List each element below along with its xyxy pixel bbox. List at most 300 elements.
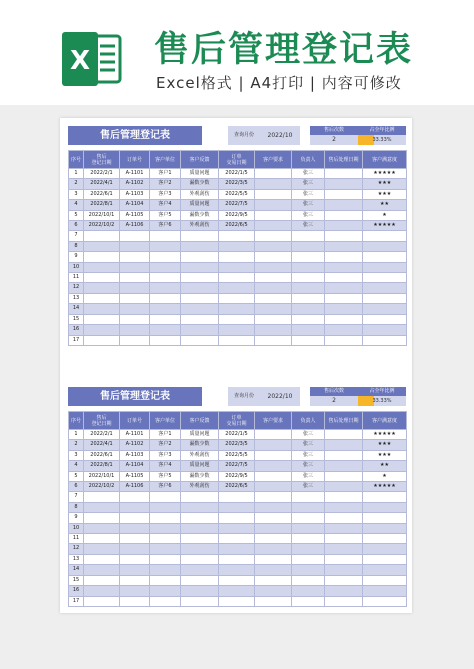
cell-col-request[interactable]: [255, 189, 292, 199]
cell-col-owner[interactable]: [292, 523, 325, 533]
cell-col-order-no[interactable]: A-1105: [120, 210, 150, 220]
cell-col-feedback[interactable]: [181, 325, 219, 335]
cell-col-index[interactable]: 17: [69, 335, 84, 345]
cell-col-order-no[interactable]: [120, 262, 150, 272]
cell-col-handle-date[interactable]: [325, 283, 363, 293]
cell-col-satisfaction[interactable]: [363, 325, 407, 335]
cell-col-client[interactable]: 客户6: [150, 221, 181, 231]
cell-col-index[interactable]: 10: [69, 523, 84, 533]
cell-col-owner[interactable]: [292, 596, 325, 606]
cell-col-owner[interactable]: [292, 325, 325, 335]
cell-col-order-no[interactable]: [120, 544, 150, 554]
cell-col-trade-date[interactable]: 2022/6/5: [219, 482, 255, 492]
cell-col-index[interactable]: 15: [69, 575, 84, 585]
cell-col-client[interactable]: 客户5: [150, 471, 181, 481]
cell-col-request[interactable]: [255, 169, 292, 179]
cell-col-request[interactable]: [255, 314, 292, 324]
cell-col-client[interactable]: 客户1: [150, 430, 181, 440]
cell-col-request[interactable]: [255, 461, 292, 471]
cell-col-order-no[interactable]: [120, 283, 150, 293]
cell-col-order-no[interactable]: [120, 523, 150, 533]
cell-col-feedback[interactable]: 漏数少数: [181, 210, 219, 220]
cell-col-trade-date[interactable]: [219, 586, 255, 596]
cell-col-index[interactable]: 1: [69, 169, 84, 179]
cell-col-register-date[interactable]: 2022/10/1: [84, 210, 120, 220]
cell-col-register-date[interactable]: [84, 534, 120, 544]
cell-col-client[interactable]: [150, 502, 181, 512]
cell-col-trade-date[interactable]: [219, 283, 255, 293]
cell-col-handle-date[interactable]: [325, 293, 363, 303]
cell-col-order-no[interactable]: A-1104: [120, 461, 150, 471]
cell-col-client[interactable]: [150, 252, 181, 262]
cell-col-satisfaction[interactable]: ★: [363, 210, 407, 220]
cell-col-owner[interactable]: [292, 293, 325, 303]
cell-col-owner[interactable]: [292, 314, 325, 324]
cell-col-register-date[interactable]: [84, 596, 120, 606]
cell-col-client[interactable]: [150, 314, 181, 324]
cell-col-request[interactable]: [255, 283, 292, 293]
cell-col-trade-date[interactable]: [219, 596, 255, 606]
cell-col-feedback[interactable]: 外观刮伤: [181, 221, 219, 231]
cell-col-satisfaction[interactable]: [363, 241, 407, 251]
cell-col-owner[interactable]: [292, 554, 325, 564]
cell-col-feedback[interactable]: [181, 335, 219, 345]
cell-col-index[interactable]: 9: [69, 252, 84, 262]
cell-col-trade-date[interactable]: [219, 231, 255, 241]
cell-col-order-no[interactable]: [120, 575, 150, 585]
cell-col-client[interactable]: [150, 586, 181, 596]
cell-col-satisfaction[interactable]: [363, 252, 407, 262]
cell-col-trade-date[interactable]: 2022/7/5: [219, 200, 255, 210]
cell-col-index[interactable]: 14: [69, 565, 84, 575]
cell-col-client[interactable]: [150, 335, 181, 345]
cell-col-register-date[interactable]: 2022/6/1: [84, 450, 120, 460]
cell-col-order-no[interactable]: A-1101: [120, 169, 150, 179]
cell-col-owner[interactable]: [292, 534, 325, 544]
cell-col-satisfaction[interactable]: ★★★★★: [363, 169, 407, 179]
cell-col-feedback[interactable]: [181, 502, 219, 512]
cell-col-trade-date[interactable]: [219, 241, 255, 251]
cell-col-satisfaction[interactable]: [363, 273, 407, 283]
cell-col-order-no[interactable]: [120, 293, 150, 303]
cell-col-request[interactable]: [255, 482, 292, 492]
cell-col-satisfaction[interactable]: [363, 283, 407, 293]
cell-col-register-date[interactable]: 2022/8/1: [84, 461, 120, 471]
cell-col-feedback[interactable]: [181, 544, 219, 554]
cell-col-feedback[interactable]: [181, 596, 219, 606]
cell-col-register-date[interactable]: 2022/2/1: [84, 430, 120, 440]
cell-col-satisfaction[interactable]: ★★★: [363, 440, 407, 450]
cell-col-request[interactable]: [255, 492, 292, 502]
cell-col-handle-date[interactable]: [325, 450, 363, 460]
cell-col-request[interactable]: [255, 179, 292, 189]
cell-col-satisfaction[interactable]: ★★★: [363, 450, 407, 460]
cell-col-order-no[interactable]: A-1102: [120, 179, 150, 189]
cell-col-client[interactable]: [150, 273, 181, 283]
cell-col-feedback[interactable]: 质量问题: [181, 461, 219, 471]
cell-col-trade-date[interactable]: [219, 335, 255, 345]
cell-col-trade-date[interactable]: [219, 262, 255, 272]
cell-col-request[interactable]: [255, 241, 292, 251]
cell-col-register-date[interactable]: [84, 554, 120, 564]
cell-col-trade-date[interactable]: [219, 293, 255, 303]
cell-col-index[interactable]: 13: [69, 554, 84, 564]
cell-col-owner[interactable]: [292, 492, 325, 502]
cell-col-handle-date[interactable]: [325, 200, 363, 210]
cell-col-request[interactable]: [255, 450, 292, 460]
cell-col-order-no[interactable]: [120, 325, 150, 335]
cell-col-register-date[interactable]: [84, 335, 120, 345]
cell-col-index[interactable]: 6: [69, 482, 84, 492]
cell-col-owner[interactable]: [292, 241, 325, 251]
cell-col-satisfaction[interactable]: [363, 262, 407, 272]
cell-col-client[interactable]: 客户4: [150, 461, 181, 471]
cell-col-client[interactable]: [150, 492, 181, 502]
cell-col-index[interactable]: 4: [69, 461, 84, 471]
cell-col-order-no[interactable]: A-1106: [120, 482, 150, 492]
cell-col-feedback[interactable]: [181, 304, 219, 314]
query-month-value[interactable]: 2022/10: [260, 387, 300, 406]
cell-col-order-no[interactable]: [120, 314, 150, 324]
cell-col-trade-date[interactable]: [219, 534, 255, 544]
cell-col-feedback[interactable]: [181, 554, 219, 564]
cell-col-feedback[interactable]: 质量问题: [181, 169, 219, 179]
cell-col-owner[interactable]: 张三: [292, 210, 325, 220]
cell-col-register-date[interactable]: [84, 252, 120, 262]
cell-col-trade-date[interactable]: [219, 252, 255, 262]
cell-col-feedback[interactable]: [181, 565, 219, 575]
cell-col-owner[interactable]: 张三: [292, 430, 325, 440]
cell-col-feedback[interactable]: [181, 293, 219, 303]
cell-col-order-no[interactable]: A-1106: [120, 221, 150, 231]
cell-col-feedback[interactable]: [181, 492, 219, 502]
cell-col-register-date[interactable]: [84, 513, 120, 523]
cell-col-feedback[interactable]: [181, 575, 219, 585]
cell-col-index[interactable]: 10: [69, 262, 84, 272]
cell-col-client[interactable]: [150, 262, 181, 272]
cell-col-index[interactable]: 2: [69, 179, 84, 189]
cell-col-handle-date[interactable]: [325, 586, 363, 596]
cell-col-request[interactable]: [255, 231, 292, 241]
cell-col-handle-date[interactable]: [325, 482, 363, 492]
cell-col-owner[interactable]: 张三: [292, 450, 325, 460]
cell-col-handle-date[interactable]: [325, 502, 363, 512]
cell-col-register-date[interactable]: [84, 565, 120, 575]
cell-col-register-date[interactable]: [84, 586, 120, 596]
cell-col-client[interactable]: [150, 544, 181, 554]
cell-col-client[interactable]: [150, 241, 181, 251]
cell-col-request[interactable]: [255, 325, 292, 335]
cell-col-register-date[interactable]: [84, 231, 120, 241]
cell-col-handle-date[interactable]: [325, 492, 363, 502]
cell-col-client[interactable]: [150, 575, 181, 585]
cell-col-index[interactable]: 3: [69, 450, 84, 460]
cell-col-register-date[interactable]: [84, 544, 120, 554]
cell-col-feedback[interactable]: 漏数少数: [181, 440, 219, 450]
cell-col-register-date[interactable]: 2022/10/2: [84, 221, 120, 231]
cell-col-order-no[interactable]: [120, 513, 150, 523]
cell-col-satisfaction[interactable]: ★★: [363, 461, 407, 471]
cell-col-trade-date[interactable]: [219, 523, 255, 533]
cell-col-request[interactable]: [255, 440, 292, 450]
cell-col-order-no[interactable]: A-1105: [120, 471, 150, 481]
cell-col-order-no[interactable]: [120, 241, 150, 251]
cell-col-feedback[interactable]: 质量问题: [181, 430, 219, 440]
cell-col-order-no[interactable]: A-1103: [120, 450, 150, 460]
cell-col-register-date[interactable]: [84, 502, 120, 512]
cell-col-trade-date[interactable]: [219, 273, 255, 283]
cell-col-handle-date[interactable]: [325, 169, 363, 179]
cell-col-register-date[interactable]: 2022/8/1: [84, 200, 120, 210]
cell-col-register-date[interactable]: 2022/2/1: [84, 169, 120, 179]
cell-col-order-no[interactable]: [120, 502, 150, 512]
cell-col-satisfaction[interactable]: [363, 596, 407, 606]
cell-col-client[interactable]: [150, 325, 181, 335]
cell-col-satisfaction[interactable]: ★★★★★: [363, 482, 407, 492]
cell-col-feedback[interactable]: 质量问题: [181, 200, 219, 210]
cell-col-client[interactable]: 客户3: [150, 189, 181, 199]
query-month-value[interactable]: 2022/10: [260, 126, 300, 145]
cell-col-order-no[interactable]: A-1102: [120, 440, 150, 450]
cell-col-index[interactable]: 11: [69, 273, 84, 283]
cell-col-owner[interactable]: [292, 262, 325, 272]
cell-col-register-date[interactable]: 2022/6/1: [84, 189, 120, 199]
cell-col-request[interactable]: [255, 200, 292, 210]
cell-col-client[interactable]: [150, 596, 181, 606]
cell-col-trade-date[interactable]: [219, 325, 255, 335]
cell-col-order-no[interactable]: A-1104: [120, 200, 150, 210]
cell-col-order-no[interactable]: A-1103: [120, 189, 150, 199]
cell-col-satisfaction[interactable]: [363, 544, 407, 554]
cell-col-owner[interactable]: [292, 565, 325, 575]
cell-col-order-no[interactable]: [120, 335, 150, 345]
cell-col-request[interactable]: [255, 430, 292, 440]
cell-col-client[interactable]: [150, 513, 181, 523]
cell-col-owner[interactable]: 张三: [292, 179, 325, 189]
cell-col-trade-date[interactable]: [219, 513, 255, 523]
cell-col-client[interactable]: 客户3: [150, 450, 181, 460]
cell-col-owner[interactable]: 张三: [292, 200, 325, 210]
cell-col-feedback[interactable]: [181, 523, 219, 533]
cell-col-request[interactable]: [255, 273, 292, 283]
cell-col-handle-date[interactable]: [325, 461, 363, 471]
cell-col-feedback[interactable]: 外观刮伤: [181, 482, 219, 492]
cell-col-feedback[interactable]: 漏数少数: [181, 471, 219, 481]
cell-col-register-date[interactable]: [84, 314, 120, 324]
cell-col-owner[interactable]: [292, 575, 325, 585]
cell-col-register-date[interactable]: [84, 293, 120, 303]
cell-col-index[interactable]: 16: [69, 586, 84, 596]
cell-col-index[interactable]: 2: [69, 440, 84, 450]
cell-col-request[interactable]: [255, 565, 292, 575]
cell-col-satisfaction[interactable]: [363, 565, 407, 575]
cell-col-client[interactable]: 客户2: [150, 440, 181, 450]
cell-col-index[interactable]: 3: [69, 189, 84, 199]
cell-col-client[interactable]: 客户5: [150, 210, 181, 220]
cell-col-owner[interactable]: 张三: [292, 221, 325, 231]
cell-col-handle-date[interactable]: [325, 335, 363, 345]
cell-col-feedback[interactable]: [181, 586, 219, 596]
cell-col-client[interactable]: [150, 293, 181, 303]
cell-col-register-date[interactable]: 2022/10/2: [84, 482, 120, 492]
cell-col-owner[interactable]: [292, 335, 325, 345]
cell-col-feedback[interactable]: 漏数少数: [181, 179, 219, 189]
cell-col-satisfaction[interactable]: [363, 554, 407, 564]
cell-col-feedback[interactable]: [181, 273, 219, 283]
cell-col-handle-date[interactable]: [325, 513, 363, 523]
cell-col-client[interactable]: 客户4: [150, 200, 181, 210]
cell-col-handle-date[interactable]: [325, 241, 363, 251]
cell-col-owner[interactable]: [292, 544, 325, 554]
cell-col-satisfaction[interactable]: [363, 335, 407, 345]
cell-col-feedback[interactable]: [181, 314, 219, 324]
cell-col-owner[interactable]: 张三: [292, 461, 325, 471]
cell-col-trade-date[interactable]: [219, 554, 255, 564]
cell-col-client[interactable]: 客户1: [150, 169, 181, 179]
cell-col-register-date[interactable]: 2022/10/1: [84, 471, 120, 481]
cell-col-request[interactable]: [255, 471, 292, 481]
cell-col-index[interactable]: 12: [69, 544, 84, 554]
cell-col-index[interactable]: 13: [69, 293, 84, 303]
cell-col-request[interactable]: [255, 534, 292, 544]
cell-col-trade-date[interactable]: 2022/6/5: [219, 221, 255, 231]
cell-col-request[interactable]: [255, 575, 292, 585]
cell-col-register-date[interactable]: [84, 283, 120, 293]
cell-col-handle-date[interactable]: [325, 534, 363, 544]
cell-col-order-no[interactable]: [120, 273, 150, 283]
cell-col-request[interactable]: [255, 262, 292, 272]
cell-col-handle-date[interactable]: [325, 304, 363, 314]
cell-col-feedback[interactable]: [181, 283, 219, 293]
cell-col-order-no[interactable]: A-1101: [120, 430, 150, 440]
cell-col-handle-date[interactable]: [325, 596, 363, 606]
cell-col-owner[interactable]: 张三: [292, 471, 325, 481]
cell-col-trade-date[interactable]: 2022/1/5: [219, 169, 255, 179]
cell-col-feedback[interactable]: [181, 241, 219, 251]
cell-col-satisfaction[interactable]: ★★: [363, 200, 407, 210]
cell-col-client[interactable]: [150, 565, 181, 575]
cell-col-handle-date[interactable]: [325, 252, 363, 262]
cell-col-client[interactable]: [150, 534, 181, 544]
cell-col-register-date[interactable]: [84, 575, 120, 585]
cell-col-handle-date[interactable]: [325, 575, 363, 585]
cell-col-satisfaction[interactable]: [363, 502, 407, 512]
cell-col-owner[interactable]: [292, 513, 325, 523]
cell-col-index[interactable]: 8: [69, 241, 84, 251]
cell-col-order-no[interactable]: [120, 554, 150, 564]
cell-col-satisfaction[interactable]: [363, 492, 407, 502]
cell-col-feedback[interactable]: [181, 513, 219, 523]
cell-col-register-date[interactable]: [84, 492, 120, 502]
cell-col-owner[interactable]: [292, 231, 325, 241]
cell-col-trade-date[interactable]: [219, 544, 255, 554]
cell-col-request[interactable]: [255, 335, 292, 345]
cell-col-request[interactable]: [255, 586, 292, 596]
cell-col-request[interactable]: [255, 554, 292, 564]
cell-col-trade-date[interactable]: [219, 575, 255, 585]
cell-col-request[interactable]: [255, 293, 292, 303]
cell-col-register-date[interactable]: [84, 241, 120, 251]
cell-col-owner[interactable]: 张三: [292, 189, 325, 199]
cell-col-satisfaction[interactable]: [363, 534, 407, 544]
cell-col-owner[interactable]: [292, 586, 325, 596]
cell-col-order-no[interactable]: [120, 534, 150, 544]
cell-col-request[interactable]: [255, 513, 292, 523]
cell-col-request[interactable]: [255, 304, 292, 314]
cell-col-handle-date[interactable]: [325, 440, 363, 450]
cell-col-handle-date[interactable]: [325, 262, 363, 272]
cell-col-trade-date[interactable]: 2022/5/5: [219, 189, 255, 199]
cell-col-trade-date[interactable]: 2022/3/5: [219, 440, 255, 450]
cell-col-index[interactable]: 5: [69, 210, 84, 220]
cell-col-request[interactable]: [255, 502, 292, 512]
cell-col-handle-date[interactable]: [325, 179, 363, 189]
cell-col-index[interactable]: 4: [69, 200, 84, 210]
cell-col-index[interactable]: 7: [69, 231, 84, 241]
cell-col-feedback[interactable]: [181, 262, 219, 272]
cell-col-index[interactable]: 17: [69, 596, 84, 606]
cell-col-client[interactable]: 客户6: [150, 482, 181, 492]
cell-col-feedback[interactable]: [181, 534, 219, 544]
cell-col-satisfaction[interactable]: ★: [363, 471, 407, 481]
cell-col-owner[interactable]: 张三: [292, 440, 325, 450]
cell-col-handle-date[interactable]: [325, 544, 363, 554]
cell-col-trade-date[interactable]: 2022/5/5: [219, 450, 255, 460]
cell-col-satisfaction[interactable]: [363, 314, 407, 324]
cell-col-trade-date[interactable]: [219, 492, 255, 502]
cell-col-register-date[interactable]: [84, 273, 120, 283]
cell-col-trade-date[interactable]: 2022/9/5: [219, 471, 255, 481]
cell-col-register-date[interactable]: [84, 523, 120, 533]
cell-col-handle-date[interactable]: [325, 565, 363, 575]
cell-col-handle-date[interactable]: [325, 554, 363, 564]
cell-col-request[interactable]: [255, 221, 292, 231]
cell-col-owner[interactable]: [292, 502, 325, 512]
cell-col-client[interactable]: [150, 523, 181, 533]
cell-col-handle-date[interactable]: [325, 221, 363, 231]
cell-col-register-date[interactable]: [84, 262, 120, 272]
cell-col-request[interactable]: [255, 252, 292, 262]
cell-col-order-no[interactable]: [120, 231, 150, 241]
cell-col-satisfaction[interactable]: [363, 523, 407, 533]
cell-col-satisfaction[interactable]: ★★★: [363, 179, 407, 189]
cell-col-satisfaction[interactable]: [363, 586, 407, 596]
cell-col-owner[interactable]: 张三: [292, 482, 325, 492]
cell-col-request[interactable]: [255, 523, 292, 533]
cell-col-index[interactable]: 5: [69, 471, 84, 481]
cell-col-satisfaction[interactable]: [363, 293, 407, 303]
cell-col-order-no[interactable]: [120, 492, 150, 502]
cell-col-feedback[interactable]: 外观刮伤: [181, 189, 219, 199]
cell-col-index[interactable]: 8: [69, 502, 84, 512]
cell-col-satisfaction[interactable]: [363, 231, 407, 241]
cell-col-feedback[interactable]: [181, 231, 219, 241]
cell-col-handle-date[interactable]: [325, 189, 363, 199]
cell-col-handle-date[interactable]: [325, 231, 363, 241]
cell-col-register-date[interactable]: [84, 304, 120, 314]
cell-col-index[interactable]: 9: [69, 513, 84, 523]
cell-col-feedback[interactable]: [181, 252, 219, 262]
cell-col-owner[interactable]: [292, 252, 325, 262]
cell-col-order-no[interactable]: [120, 586, 150, 596]
cell-col-order-no[interactable]: [120, 565, 150, 575]
cell-col-trade-date[interactable]: 2022/3/5: [219, 179, 255, 189]
cell-col-satisfaction[interactable]: ★★★★★: [363, 221, 407, 231]
cell-col-handle-date[interactable]: [325, 210, 363, 220]
cell-col-index[interactable]: 1: [69, 430, 84, 440]
cell-col-handle-date[interactable]: [325, 430, 363, 440]
cell-col-request[interactable]: [255, 596, 292, 606]
